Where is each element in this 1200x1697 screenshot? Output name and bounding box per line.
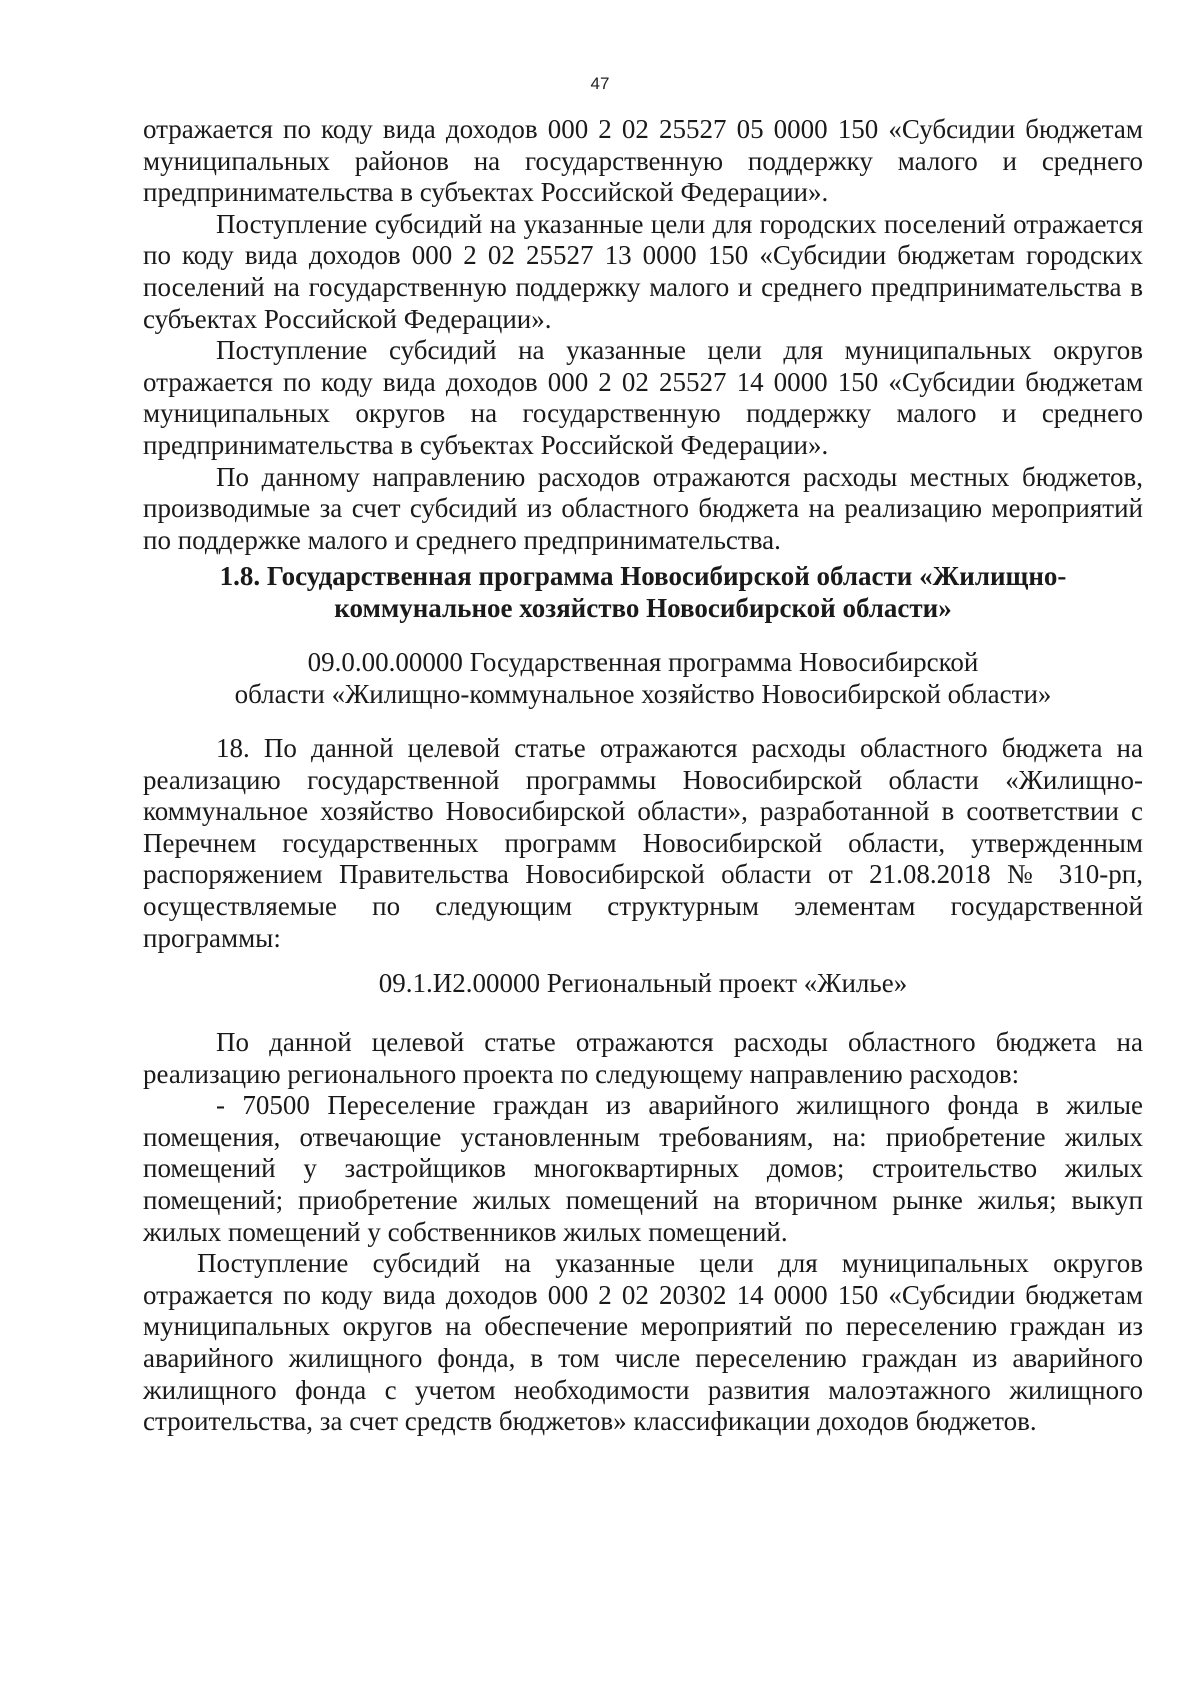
paragraph-urban-settlements: Поступление субсидий на указанные цели для городских поселений отражается по коду вида доходов 000 2 02 25527 13 0000 150 «Субсидии бюджетам городских поселений на государственную поддержку малого и среднего предпринимательства в субъектах Российской Федерации». [143,208,1143,334]
program-title-line1: 09.0.00.00000 Государственная программа Новосибирской [307,647,979,677]
project-block [143,1027,1143,1438]
paragraph-18: 18. По данной целевой статье отражаются расходы областного бюджета на реализацию государственной программы Новосибирской области «Жилищно-коммунальное хозяйство Новосибирской области», разработанной в соответствии с Перечнем государственных программ Новосибирской области, утвержденным распоряжением Правительства Новосибирской области от 21.08.2018 № 310-рп, осуществляемые по следующим структурным элементам государственной программы: [143,733,1143,953]
project-title: 09.1.И2.00000 Региональный проект «Жилье» [378,968,908,998]
project-intro: По данной целевой статье отражаются расходы областного бюджета на реализацию регионального проекта по следующему направлению расходов: [143,1027,1143,1089]
paragraph-continuation: отражается по коду вида доходов 000 2 02 25527 05 0000 150 «Субсидии бюджетам муниципальных районов на государственную поддержку малого и среднего предпринимательства в субъектах Российской Федерации». [143,114,1143,208]
section-heading-line2: коммунальное хозяйство Новосибирской области» [334,592,952,623]
page-number: 47 [590,74,610,93]
final-paragraph: Поступление субсидий на указанные цели для муниципальных округов отражается по коду вида доходов 000 2 02 20302 14 0000 150 «Субсидии бюджетам муниципальных округов на обеспечение мероприятий по переселению граждан из аварийного жилищного фонда, в том числе переселению граждан из аварийного жилищного фонда с учетом необходимости развития малоэтажного жилищного строительства, за счет средств бюджетов» классификации доходов бюджетов. [143,1248,1143,1437]
section-heading [143,561,1143,624]
program-title [143,647,1143,710]
program-title-line2: области «Жилищно-коммунальное хозяйство Новосибирской области» [234,678,1052,709]
block-subsidies [143,114,1143,556]
paragraph-18-block [143,733,1143,954]
project-title-block [143,968,1143,1000]
section-heading-line1: 1.8. Государственная программа Новосибирской области «Жилищно- [219,561,1067,591]
paragraph-local-budgets: По данному направлению расходов отражаются расходы местных бюджетов, производимые за счет субсидий из областного бюджета на реализацию мероприятий по поддержке малого и среднего предпринимательства. [143,461,1143,555]
paragraph-municipal-districts: Поступление субсидий на указанные цели для муниципальных округов отражается по коду вида доходов 000 2 02 25527 14 0000 150 «Субсидии бюджетам муниципальных округов на государственную поддержку малого и среднего предпринимательства в субъектах Российской Федерации». [143,335,1143,460]
list-item-70500: - 70500 Переселение граждан из аварийного жилищного фонда в жилые помещения, отвечающие установленным требованиям, на: приобретение жилых помещений у застройщиков многоквартирных домов; строительство жилых помещений; приобретение жилых помещений на вторичном рынке жилья; выкуп жилых помещений у собственников жилых помещений. [143,1090,1143,1247]
